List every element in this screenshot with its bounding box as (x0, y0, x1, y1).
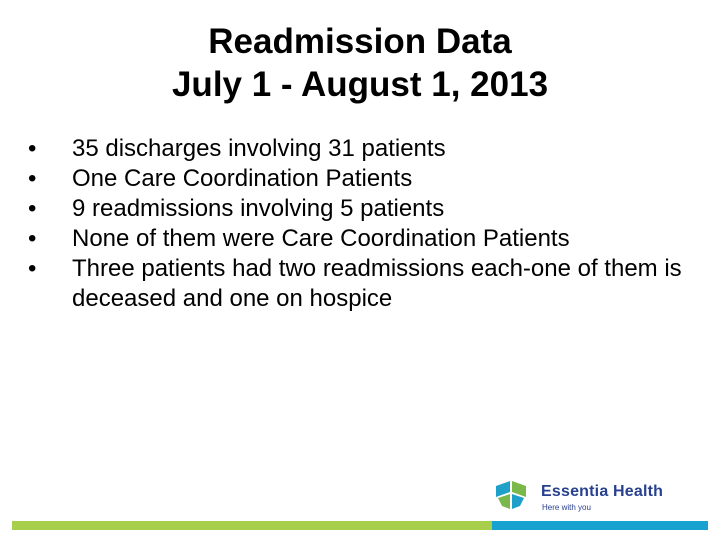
footer-color-bar (12, 521, 708, 530)
logo-tagline: Here with you (542, 503, 591, 512)
bullet-item (28, 134, 688, 164)
bullet-glyph: • (28, 135, 37, 162)
footer-bar-blue-segment (492, 521, 708, 530)
slide-title (0, 20, 720, 106)
bullet-item (28, 194, 688, 224)
bullet-text: None of them were Care Coordination Patients (72, 225, 570, 252)
essentia-health-logo-icon (494, 478, 528, 512)
essentia-health-logo (494, 478, 704, 514)
bullet-item (28, 224, 688, 254)
footer-bar-green-segment (12, 521, 492, 530)
bullet-glyph: • (28, 225, 37, 252)
bullet-item (28, 254, 688, 314)
bullet-glyph: • (28, 255, 37, 282)
slide-title-line-2: July 1 - August 1, 2013 (171, 65, 549, 104)
bullet-glyph: • (28, 165, 37, 192)
bullet-text: 9 readmissions involving 5 patients (72, 195, 445, 222)
logo-name: Essentia Health (541, 483, 664, 500)
slide-title-line-1: Readmission Data (208, 22, 512, 61)
bullet-list (28, 134, 688, 314)
bullet-item (28, 164, 688, 194)
bullet-text: Three patients had two readmissions each-one of them is deceased and one on hospice (72, 255, 682, 312)
bullet-text: 35 discharges involving 31 patients (72, 135, 446, 162)
bullet-text: One Care Coordination Patients (72, 165, 413, 192)
bullet-glyph: • (28, 195, 37, 222)
